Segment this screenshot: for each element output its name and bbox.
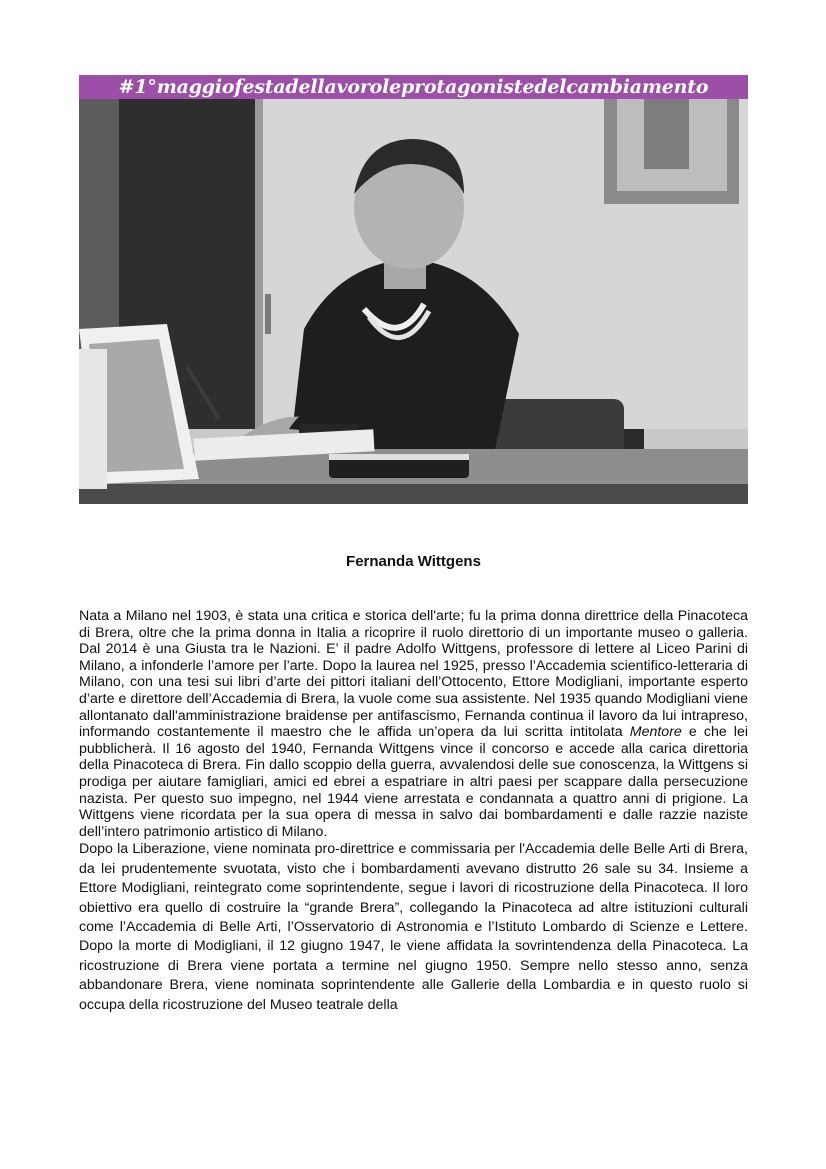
article-body [79,608,748,1015]
paragraph-1 [79,608,748,840]
paragraph-2: Dopo la Liberazione, viene nominata pro-direttrice e commissaria per l'Accademia delle Belle Arti di Brera, da lei prudentemente svuotata, visto che i bombardamenti avevano distrutto 26 sale su 34. Insieme a Ettore Modigliani, reintegrato come soprintendente, segue i lavori di ricostruzione della Pinacoteca. Il loro obiettivo era quello di costruire la “grande Brera”, collegando la Pinacoteca ad altre istituzioni culturali come l’Accademia di Belle Arti, l’Osservatorio di Astronomia e l’Istituto Lombardo di Scienze e Lettere. Dopo la morte di Modigliani, il 12 giugno 1947, le viene affidata la sovrintendenza della Pinacoteca. La ricostruzione di Brera viene portata a termine nel giugno 1950. Sempre nello stesso anno, senza abbandonare Brera, viene nominata soprintendente alle Gallerie della Lombardia e in questo ruolo si occupa della ricostruzione del Museo teatrale della [79,841,748,1013]
hashtag-banner [79,75,748,99]
book-title-mentore: Mentore [629,724,682,741]
portrait-photo [79,99,748,504]
banner-hashtag: #1°maggiofestadellavoroleprotagonistedelcambiamento [118,76,709,98]
paragraph-1-part-1: Nata a Milano nel 1903, è stata una critica e storica dell'arte; fu la prima donna direttrice della Pinacoteca di Brera, oltre che la prima donna in Italia a ricoprire il ruolo direttorio di un importante museo o galleria. Dal 2014 è una Giusta tra le Nazioni. E’ il padre Adolfo Wittgens, professore di lettere al Liceo Parini di Milano, a infonderle l’amore per l’arte. Dopo la laurea nel 1925, presso l’Accademia scientifico-letteraria di Milano, con una tesi sui libri d’arte dei pittori italiani dell’Ottocento, Ettore Modigliani, importante esperto d’arte e direttore dell’Accademia di Brera, la vuole come sua assistente. Nel 1935 quando Modigliani viene allontanato dall'amministrazione braidense per antifascismo, Fernanda continua il lavoro da lui intrapreso, informando costantemente il maestro che le affida un’opera da lui scritta intitolata [79,608,748,741]
article-title: Fernanda Wittgens [346,553,481,570]
paragraph-1-part-2: e che lei pubblicherà. Il 16 agosto del 1940, Fernanda Wittgens vince il concorso e accede alla carica direttoria della Pinacoteca di Brera. Fin dallo scoppio della guerra, avvalendosi delle sue conoscenza, la Wittgens si prodiga per aiutare famigliari, amici ed ebrei a espatriare in altri paesi per scappare dalla persecuzione nazista. Per questo suo impegno, nel 1944 viene arrestata e condannata a quattro anni di prigione. La Wittgens viene ricordata per la sua opera di messa in salvo dai bombardamenti e dalle razzie naziste dell’intero patrimonio artistico di Milano. [79,724,749,840]
portrait-photo-icon [79,99,748,504]
